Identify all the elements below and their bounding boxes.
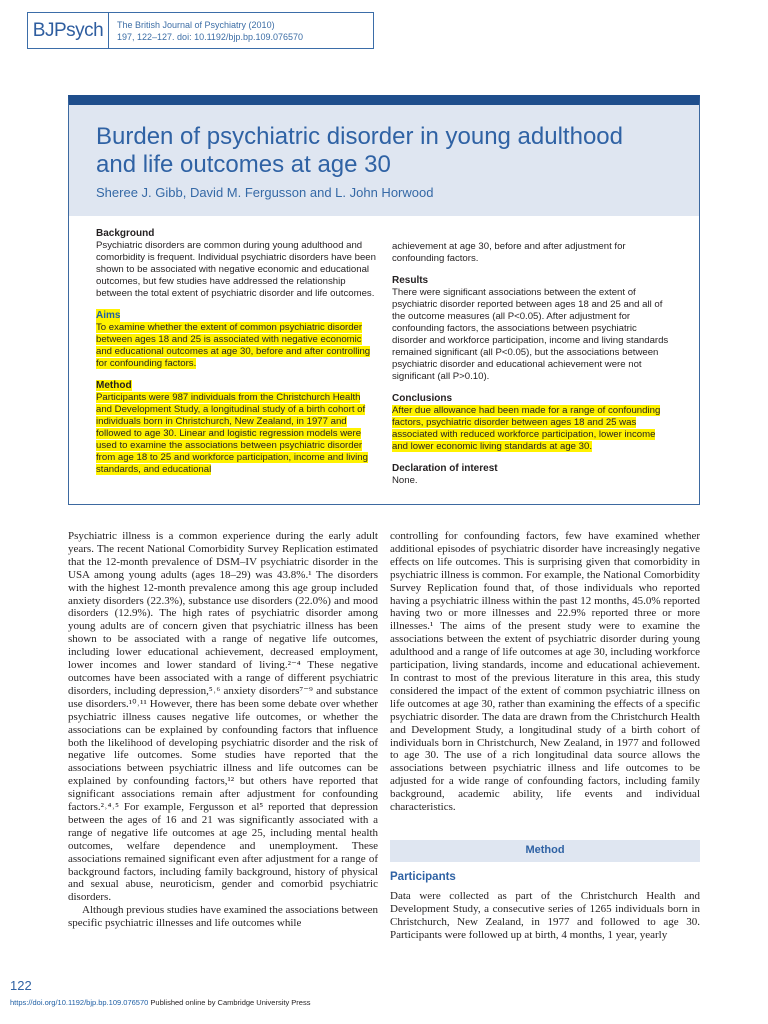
background-text: Psychiatric disorders are common during young adulthood and comorbidity is frequent. Individual psychiatric disorders have been shown to be associated with negative economic and educational outcomes, but few studies have addressed the relationship between the total extent of psychiatric disorder and life outcomes. [96, 240, 376, 299]
aims-heading-wrap [96, 309, 376, 322]
aims-text: To examine whether the extent of common psychiatric disorder between ages 18 and 25 is associated with negative economic and educational outcomes at age 30, before and after controlling for confounding factors. [96, 322, 371, 369]
body-left-column [68, 530, 378, 942]
journal-reference [109, 13, 303, 48]
declaration-text: None. [392, 475, 418, 486]
journal-name: The British Journal of Psychiatry (2010) [117, 19, 275, 30]
background-heading: Background [96, 228, 155, 239]
conclusions-heading: Conclusions [392, 393, 453, 404]
aims-heading: Aims [96, 310, 121, 321]
aims-text-wrap [96, 322, 376, 370]
participants-heading: Participants [390, 870, 456, 883]
conclusions-text: After due allowance had been made for a range of confounding factors, psychiatric disorder between ages 18 and 25 was associated with reduced workforce participation, lower income and lower economic living standards at age 30. [392, 405, 661, 452]
method-heading: Method [96, 380, 132, 391]
abstract-right-column [392, 227, 672, 487]
method-text: Participants were 987 individuals from the Christchurch Health and Development Study, a longitudinal study of a birth cohort of individuals born in Christchurch, New Zealand, in 1977 and followed to age 30. Linear and logistic regression models were used to examine the associations between psychiatric disorder from age 18 to 25 and workforce participation, income and living standards, and educational [96, 392, 368, 475]
results-text: There were significant associations between the extent of psychiatric disorder reported between ages 18 and 25 and all of the outcome measures (all P<0.05). After adjustment for confounding factors, the associations between psychiatric disorder and workforce participation, income and living standards remained significant (all P<0.05), but the associations between psychiatric disorder and educational achievement were not significant (all P>0.10). [392, 287, 669, 382]
journal-citation: 197, 122–127. doi: 10.1192/bjp.bp.109.076570 [117, 31, 304, 42]
page-number: 122 [10, 978, 32, 993]
article-title: Burden of psychiatric disorder in young adulthood and life outcomes at age 30 [96, 123, 623, 178]
abstract-columns [96, 227, 672, 487]
author-list: Sheree J. Gibb, David M. Fergusson and L. John Horwood [96, 185, 434, 200]
intro-paragraph-2: Although previous studies have examined the associations between specific psychiatric illnesses and life outcomes while [68, 904, 379, 930]
body-columns [68, 530, 700, 942]
title-band [69, 105, 699, 216]
doi-link[interactable]: https://doi.org/10.1192/bjp.bp.109.076570 [10, 998, 149, 1007]
method-heading-wrap [96, 379, 376, 392]
journal-header [27, 12, 374, 49]
published-note: Published online by Cambridge University Press [148, 998, 311, 1007]
method-text-continued: achievement at age 30, before and after adjustment for confounding factors. [392, 241, 626, 264]
intro-paragraph-3: controlling for confounding factors, few have examined whether additional episodes of psychiatric disorder have increasingly negative effects on life outcomes. This is surprising given that comorbidity in psychiatric illness is common. For example, the National Comorbidity Survey Replication found that, of those individuals who reported having a psychiatric illness within the past 12 months, 45.0% reported having two or more illnesses and 22.9% reported three or more illnesses.¹ The aims of the present study were to examine the associations between the extent of psychiatric disorder during young adulthood and a range of life outcomes at age 30, including workforce participation, living standards, income and educational achievement. In contrast to most of the previous literature in this area, this study considered the impact of the extent of common psychiatric illness on life outcomes at age 30, rather than examining the effects of a specific psychiatric disorder. The data are drawn from the Christchurch Health and Development Study, a longitudinal study of a birth cohort of individuals born in Christchurch, New Zealand, in 1977 and followed to age 30. The use of a rich longitudinal data source allows the associations between psychiatric illness and life outcomes to be adjusted for a wide range of confounding factors, including family background, academic ability, life events and individual characteristics. [390, 530, 700, 814]
participants-paragraph: Data were collected as part of the Christchurch Health and Development Study, a consecutive series of 1265 individuals born in Christchurch, New Zealand, in 1977 and followed to age 30. Participants were followed up at birth, 4 months, 1 year, yearly [390, 889, 700, 941]
declaration-heading: Declaration of interest [392, 463, 498, 474]
bjpsych-logo: BJPsych [28, 13, 109, 48]
results-heading: Results [392, 275, 429, 286]
method-text-wrap [96, 392, 376, 476]
abstract-left-column [96, 227, 376, 487]
page-footer [10, 998, 310, 1007]
abstract-box [68, 95, 700, 505]
conclusions-text-wrap [392, 405, 672, 453]
method-section-band: Method [390, 840, 700, 862]
body-right-column [390, 530, 700, 942]
intro-paragraph-1: Psychiatric illness is a common experience during the early adult years. The recent National Comorbidity Survey Replication estimated that the 12-month prevalence of DSM–IV psychiatric disorder in the USA among young adults (ages 18–29) was 43.8%.¹ The disorders with the highest 12-month prevalence among this age group included anxiety disorders (22.3%), substance use disorders (22.0%) and mood disorders (12.9%). The high rates of psychiatric disorder among young adults are of concern given that psychiatric illness has been shown to be associated with a range of negative life outcomes, including lower educational achievement, decreased employment, lower incomes and lower standard of living.²⁻⁴ These negative outcomes have been associated with a range of different psychiatric disorders, including depression,⁵˒⁶ anxiety disorders⁷⁻⁹ and substance use disorders.¹⁰˒¹¹ However, there has been some debate over whether psychiatric illness causes negative life outcomes, or whether the associations can be explained by confounding factors that influence both the likelihood of developing psychiatric disorder and the risk of negative life outcomes. Some studies have reported that the associations between psychiatric illness and life outcomes can be explained by confounding factors,¹² but others have reported that significant associations remain after adjustment for confounding factors.²˒⁴˒⁵ For example, Fergusson et al⁵ reported that depression between the ages of 16 and 21 was significantly associated with a range of negative life outcomes at age 25, including mental health outcomes, welfare dependence and unemployment. These associations remained significant even after adjustment for a range of background factors, including family background, history of physical and sexual abuse, neuroticism, gender and comorbid psychiatric disorders. [68, 530, 378, 904]
